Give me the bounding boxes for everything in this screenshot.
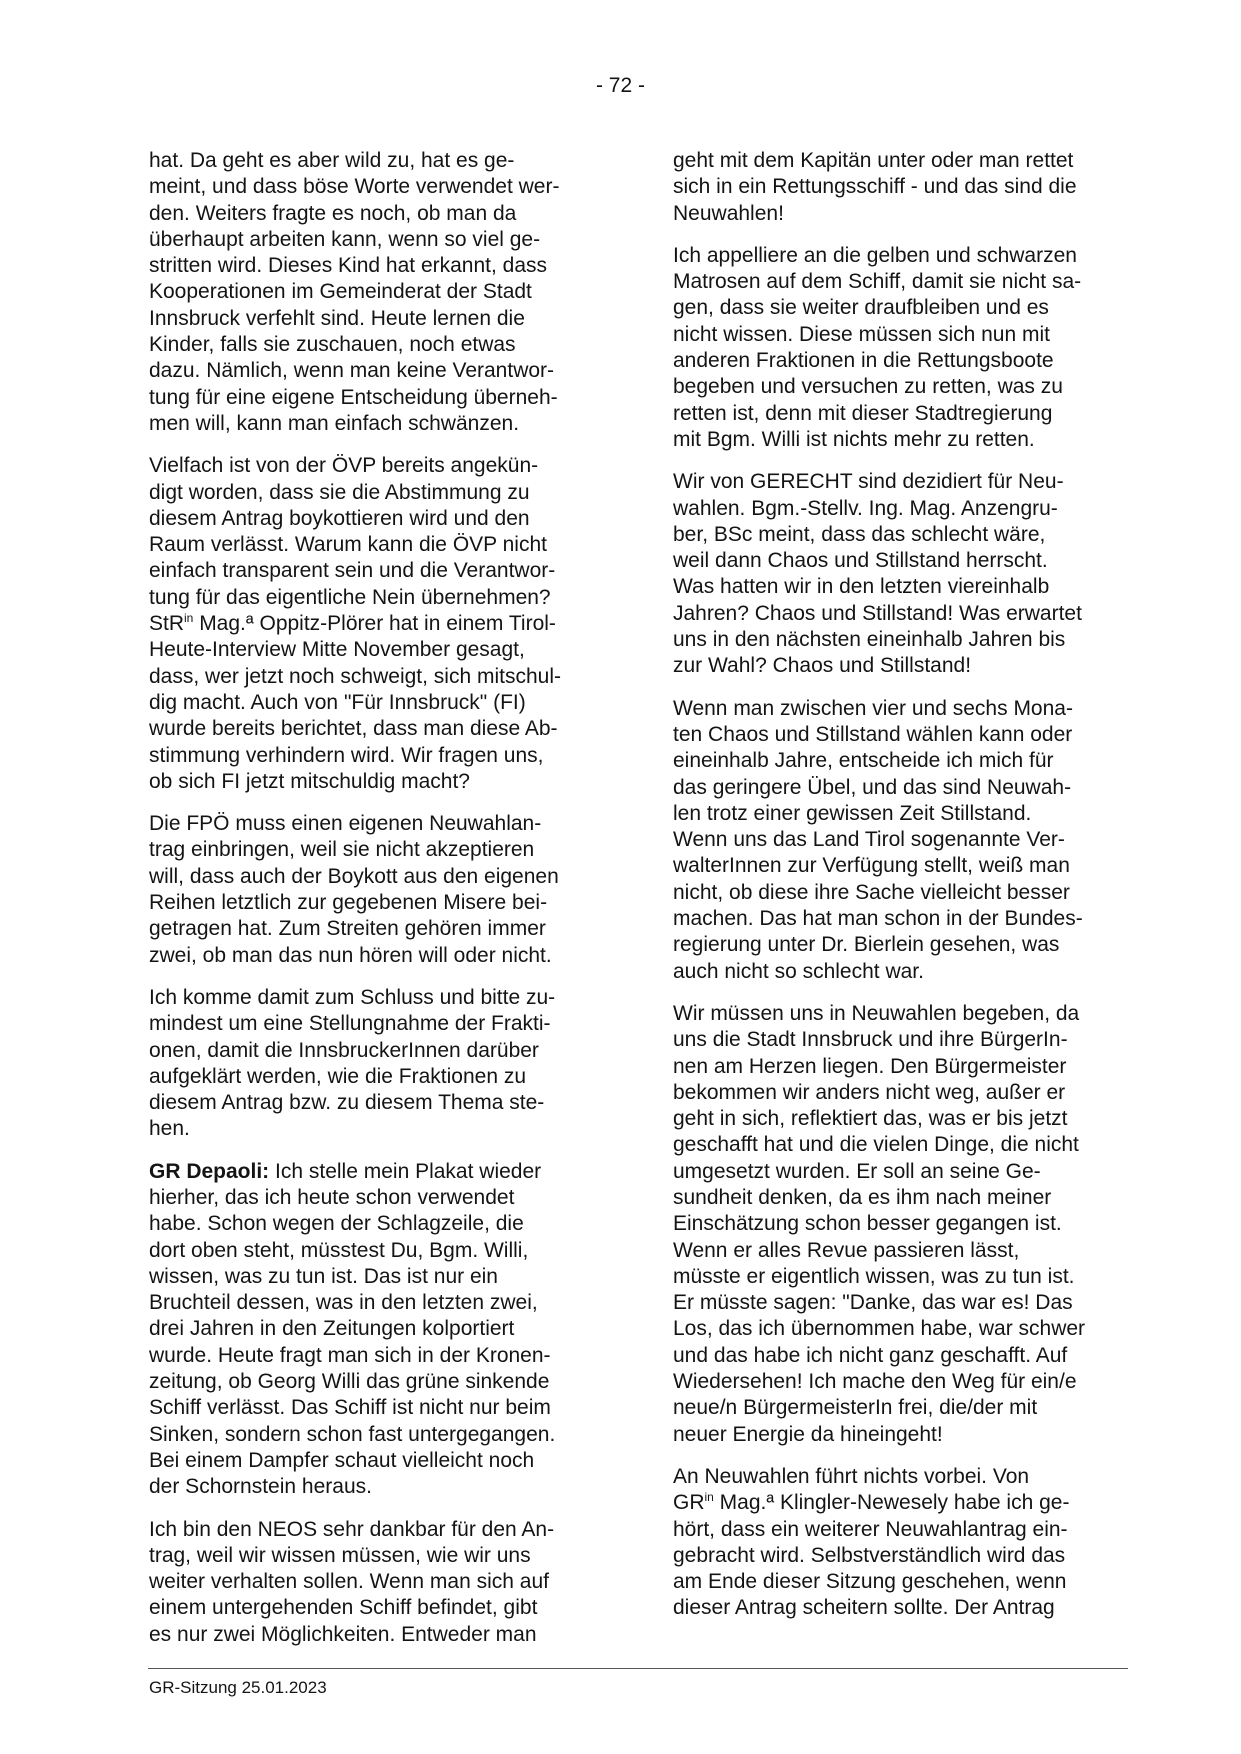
text-line: dazu. Nämlich, wenn man keine Verantwor- — [149, 359, 555, 383]
text-line: retten ist, denn mit dieser Stadtregierung — [673, 401, 1053, 425]
text-line: am Ende dieser Sitzung geschehen, wenn — [673, 1570, 1067, 1594]
text-line: geht in sich, reflektiert das, was er bis jetzt — [673, 1107, 1068, 1131]
text-line: eineinhalb Jahre, entscheide ich mich für — [673, 749, 1054, 773]
text-line: wahlen. Bgm.-Stellv. Ing. Mag. Anzengru- — [673, 496, 1058, 520]
text-line: mit Bgm. Willi ist nichts mehr zu retten. — [673, 427, 1035, 451]
text-line: nen am Herzen liegen. Den Bürgermeister — [673, 1054, 1067, 1078]
text-fragment: Mag.ª Oppitz-Plörer hat in einem Tirol- — [193, 612, 556, 636]
text-line: Kooperationen im Gemeinderat der Stadt — [149, 280, 532, 304]
paragraph — [673, 469, 1125, 679]
text-line: hört, dass ein weiterer Neuwahlantrag ein- — [673, 1517, 1068, 1541]
text-line: dig macht. Auch von "Für Innsbruck" (FI) — [149, 690, 526, 714]
paragraph — [673, 1464, 1125, 1622]
text-line: sich in ein Rettungsschiff - und das sind die — [673, 175, 1077, 199]
superscript: in — [704, 1490, 714, 1505]
text-line: dort oben steht, müsstest Du, Bgm. Willi, — [149, 1238, 529, 1262]
title-abbrev: StR — [149, 612, 185, 636]
paragraph — [149, 148, 601, 437]
text-line: uns die Stadt Innsbruck und ihre BürgerIn- — [673, 1028, 1068, 1052]
text-line: Wiedersehen! Ich mache den Weg für ein/e — [673, 1370, 1077, 1394]
text-line: auch nicht so schlecht war. — [673, 959, 924, 983]
text-line: aufgeklärt werden, wie die Fraktionen zu — [149, 1064, 527, 1088]
text-line: Bei einem Dampfer schaut vielleicht noch — [149, 1448, 535, 1472]
text-line: len trotz einer gewissen Zeit Stillstand. — [673, 801, 1032, 825]
text-line: dass, wer jetzt noch schweigt, sich mitschul- — [149, 664, 561, 688]
text-line: machen. Das hat man schon in der Bundes- — [673, 907, 1083, 931]
paragraph — [673, 1001, 1125, 1448]
text-line: geschafft hat und die vielen Dinge, die nicht — [673, 1133, 1079, 1157]
text-line: wurde bereits berichtet, dass man diese Ab- — [149, 717, 558, 741]
text-line: begeben und versuchen zu retten, was zu — [673, 375, 1063, 399]
paragraph-lines — [149, 637, 601, 795]
paragraph — [149, 811, 601, 969]
text-line: Neuwahlen! — [673, 201, 784, 225]
text-line: zeitung, ob Georg Willi das grüne sinkende — [149, 1370, 550, 1394]
paragraph-lines — [149, 453, 601, 611]
paragraph — [149, 985, 601, 1143]
footer-session-date: GR-Sitzung 25.01.2023 — [149, 1678, 327, 1697]
text-line: neuer Energie da hineingeht! — [673, 1422, 943, 1446]
text-line: Reihen letztlich zur gegebenen Misere bei- — [149, 891, 548, 915]
text-line: hen. — [149, 1117, 190, 1141]
text-line: Innsbruck verfehlt sind. Heute lernen die — [149, 306, 525, 330]
text-line: Ich bin den NEOS sehr dankbar für den An- — [149, 1517, 555, 1541]
text-line — [149, 611, 601, 637]
text-line: Wenn man zwischen vier und sechs Mona- — [673, 696, 1073, 720]
text-line: meint, und dass böse Worte verwendet wer- — [149, 175, 560, 199]
page-number: - 72 - — [595, 74, 645, 97]
text-line: bekommen wir anders nicht weg, außer er — [673, 1080, 1066, 1104]
text-line: sundheit denken, da es ihm nach meiner — [673, 1185, 1052, 1209]
text-line: Wenn er alles Revue passieren lässt, — [673, 1238, 1020, 1262]
text-line: wissen, was zu tun ist. Das ist nur ein — [149, 1264, 498, 1288]
text-line: regierung unter Dr. Bierlein gesehen, was — [673, 933, 1060, 957]
text-line: geht mit dem Kapitän unter oder man rettet — [673, 149, 1074, 172]
text-line: onen, damit die InnsbruckerInnen darüber — [149, 1038, 539, 1062]
text-line: digt worden, dass sie die Abstimmung zu — [149, 480, 530, 504]
text-line: mindest um eine Stellungnahme der Frakti- — [149, 1012, 551, 1036]
text-line: einem untergehenden Schiff befindet, gibt — [149, 1596, 538, 1620]
text-line: müsste er eigentlich wissen, was zu tun ist. — [673, 1264, 1075, 1288]
text-line: Wir müssen uns in Neuwahlen begeben, da — [673, 1001, 1080, 1025]
text-line: trag, weil wir wissen müssen, wie wir uns — [149, 1543, 531, 1567]
text-line: Heute-Interview Mitte November gesagt, — [149, 638, 525, 662]
text-line: Schiff verlässt. Das Schiff ist nicht nur beim — [149, 1396, 551, 1420]
text-line: Kinder, falls sie zuschauen, noch etwas — [149, 333, 516, 357]
text-line: überhaupt arbeiten kann, wenn so viel ge- — [149, 227, 541, 251]
text-line: Die FPÖ muss einen eigenen Neuwahlan- — [149, 812, 542, 836]
paragraph-lines — [673, 1517, 1125, 1622]
text-line — [673, 1490, 1125, 1516]
text-line: men will, kann man einfach schwänzen. — [149, 411, 520, 435]
text-line — [149, 1159, 601, 1185]
text-line: hierher, das ich heute schon verwendet — [149, 1185, 515, 1209]
text-line: Sinken, sondern schon fast untergegangen. — [149, 1422, 556, 1446]
text-line: Raum verlässt. Warum kann die ÖVP nicht — [149, 533, 547, 557]
text-line: Bruchteil dessen, was in den letzten zwei, — [149, 1291, 538, 1315]
text-line: neue/n BürgermeisterIn frei, die/der mit — [673, 1396, 1038, 1420]
text-line: und das habe ich nicht ganz geschafft. Auf — [673, 1343, 1068, 1367]
text-line: Wenn uns das Land Tirol sogenannte Ver- — [673, 828, 1065, 852]
text-line: stimmung verhindern wird. Wir fragen uns, — [149, 743, 544, 767]
superscript: in — [184, 611, 194, 626]
text-line: Vielfach ist von der ÖVP bereits angekün- — [149, 454, 539, 478]
text-line: nicht wissen. Diese müssen sich nun mit — [673, 322, 1050, 346]
text-line: uns in den nächsten eineinhalb Jahren bis — [673, 628, 1066, 652]
paragraph — [673, 148, 1125, 227]
paragraph — [673, 243, 1125, 453]
text-line: Was hatten wir in den letzten viereinhalb — [673, 575, 1050, 599]
text-fragment: Ich stelle mein Plakat wieder — [269, 1159, 542, 1183]
paragraph — [149, 1159, 601, 1501]
text-line: dieser Antrag scheitern sollte. Der Antrag — [673, 1596, 1055, 1620]
text-line: Wir von GERECHT sind dezidiert für Neu- — [673, 470, 1064, 494]
text-line: das geringere Übel, und das sind Neuwah- — [673, 775, 1072, 799]
text-line: einfach transparent sein und die Verantwor- — [149, 559, 556, 583]
paragraph-lines — [149, 1185, 601, 1501]
text-line: zur Wahl? Chaos und Stillstand! — [673, 654, 972, 678]
text-line: Einschätzung schon besser gegangen ist. — [673, 1212, 1062, 1236]
text-line: gebracht wird. Selbstverständlich wird das — [673, 1543, 1066, 1567]
paragraph — [149, 453, 601, 795]
text-line: es nur zwei Möglichkeiten. Entweder man — [149, 1622, 537, 1646]
text-line: ten Chaos und Stillstand wählen kann oder — [673, 722, 1073, 746]
text-line: walterInnen zur Verfügung stellt, weiß man — [673, 854, 1070, 878]
text-line: stritten wird. Dieses Kind hat erkannt, dass — [149, 254, 548, 278]
text-line: getragen hat. Zum Streiten gehören immer — [149, 917, 546, 941]
right-column — [673, 148, 1125, 1638]
text-line: ob sich FI jetzt mitschuldig macht? — [149, 769, 470, 793]
text-line: gen, dass sie weiter draufbleiben und es — [673, 296, 1049, 320]
text-line: nicht, ob diese ihre Sache vielleicht besser — [673, 880, 1070, 904]
text-line: zwei, ob man das nun hören will oder nicht. — [149, 943, 552, 967]
speaker-name: GR Depaoli: — [149, 1159, 270, 1183]
text-line: Ich komme damit zum Schluss und bitte zu- — [149, 985, 556, 1009]
text-line: umgesetzt wurden. Er soll an seine Ge- — [673, 1159, 1041, 1183]
text-line: Ich appelliere an die gelben und schwarzen — [673, 243, 1077, 267]
text-line: will, dass auch der Boykott aus den eigenen — [149, 864, 559, 888]
text-line: tung für das eigentliche Nein übernehmen? — [149, 585, 551, 609]
text-line: Matrosen auf dem Schiff, damit sie nicht sa- — [673, 270, 1082, 294]
text-line: weiter verhalten sollen. Wenn man sich auf — [149, 1570, 549, 1594]
text-line: ber, BSc meint, dass das schlecht wäre, — [673, 522, 1046, 546]
text-line: Er müsste sagen: "Danke, das war es! Das — [673, 1291, 1073, 1315]
paragraph — [149, 1517, 601, 1648]
text-line: diesem Antrag bzw. zu diesem Thema ste- — [149, 1091, 545, 1115]
text-line: tung für eine eigene Entscheidung überneh- — [149, 385, 558, 409]
footer-divider — [148, 1668, 1128, 1669]
left-column — [149, 148, 601, 1664]
text-line: Los, das ich übernommen habe, war schwer — [673, 1317, 1086, 1341]
text-line: habe. Schon wegen der Schlagzeile, die — [149, 1212, 524, 1236]
text-line: wurde. Heute fragt man sich in der Kronen- — [149, 1343, 551, 1367]
text-line: drei Jahren in den Zeitungen kolportiert — [149, 1317, 515, 1341]
text-line: Jahren? Chaos und Stillstand! Was erwartet — [673, 601, 1082, 625]
text-fragment: Mag.ª Klingler-Newesely habe ich ge- — [713, 1491, 1070, 1515]
text-line: weil dann Chaos und Stillstand herrscht. — [673, 549, 1048, 573]
text-line: den. Weiters fragte es noch, ob man da — [149, 201, 517, 225]
text-line: hat. Da geht es aber wild zu, hat es ge- — [149, 149, 515, 172]
text-line: der Schornstein heraus. — [149, 1475, 372, 1499]
text-line: trag einbringen, weil sie nicht akzeptieren — [149, 838, 535, 862]
text-line: An Neuwahlen führt nichts vorbei. Von — [673, 1464, 1030, 1488]
text-line: anderen Fraktionen in die Rettungsboote — [673, 349, 1054, 373]
title-abbrev: GR — [673, 1491, 705, 1515]
paragraph — [673, 696, 1125, 985]
text-line: diesem Antrag boykottieren wird und den — [149, 506, 530, 530]
